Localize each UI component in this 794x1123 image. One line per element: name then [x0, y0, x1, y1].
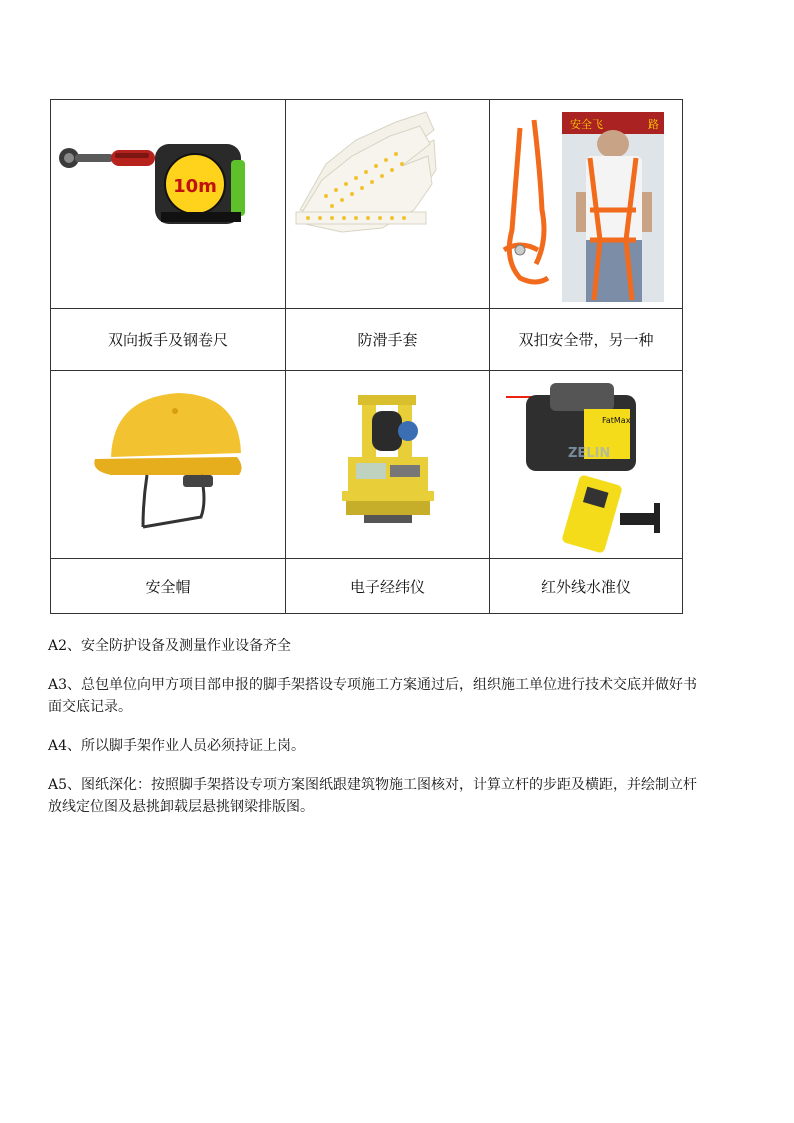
electronic-theodolite-photo-icon	[286, 371, 490, 558]
helmet-image-cell	[51, 371, 286, 559]
laser-level-image-cell	[490, 371, 683, 559]
harness-image-cell	[490, 100, 683, 309]
infrared-laser-level-photo-icon	[490, 371, 683, 558]
label-harness	[490, 309, 683, 371]
label-text: 防滑手套	[357, 331, 418, 349]
double-hook-safety-harness-photo-icon	[490, 100, 683, 308]
label-theodolite	[286, 559, 490, 614]
ratchet-wrench-and-tape-measure-photo-icon	[51, 100, 286, 308]
label-text: 安全帽	[145, 577, 191, 596]
label-helmet	[51, 559, 286, 614]
theodolite-image-cell	[286, 371, 490, 559]
label-laser-level	[490, 559, 683, 614]
label-wrench-tape	[51, 309, 286, 371]
label-text: 电子经纬仪	[349, 577, 425, 596]
brand-text: FatMax	[602, 416, 631, 425]
label-text: 红外线水准仪	[540, 577, 631, 596]
paragraph-a5-line2: 放线定位图及悬挑卸载层悬挑钢梁排版图。	[48, 799, 314, 815]
paragraph-a5-line1: A5、图纸深化：按照脚手架搭设专项方案图纸跟建筑物施工图核对，计算立杆的步距及横距，并绘制立杆	[48, 777, 698, 793]
watermark-text: ZELIN	[568, 446, 611, 461]
anti-slip-gloves-photo-icon	[286, 100, 490, 308]
banner-text-2: 路	[648, 118, 659, 131]
label-text: 双扣安全带，另一种	[518, 331, 654, 349]
banner-text: 安全飞	[570, 118, 603, 131]
label-text: 双向扳手及钢卷尺	[107, 331, 228, 349]
paragraph-a2: A2、安全防护设备及测量作业设备齐全	[48, 638, 292, 654]
yellow-safety-helmet-photo-icon	[51, 371, 286, 558]
paragraph-a4: A4、所以脚手架作业人员必须持证上岗。	[48, 738, 306, 754]
paragraph-a3-line1: A3、总包单位向甲方项目部申报的脚手架搭设专项施工方案通过后，组织施工单位进行技术交底并做好书	[48, 677, 698, 693]
paragraph-a3-line2: 面交底记录。	[48, 699, 132, 715]
wrench-tape-image-cell	[51, 100, 286, 309]
tape-size-label: 10m	[173, 176, 217, 197]
equipment-table	[50, 99, 683, 614]
gloves-image-cell	[286, 100, 490, 309]
label-gloves	[286, 309, 490, 371]
